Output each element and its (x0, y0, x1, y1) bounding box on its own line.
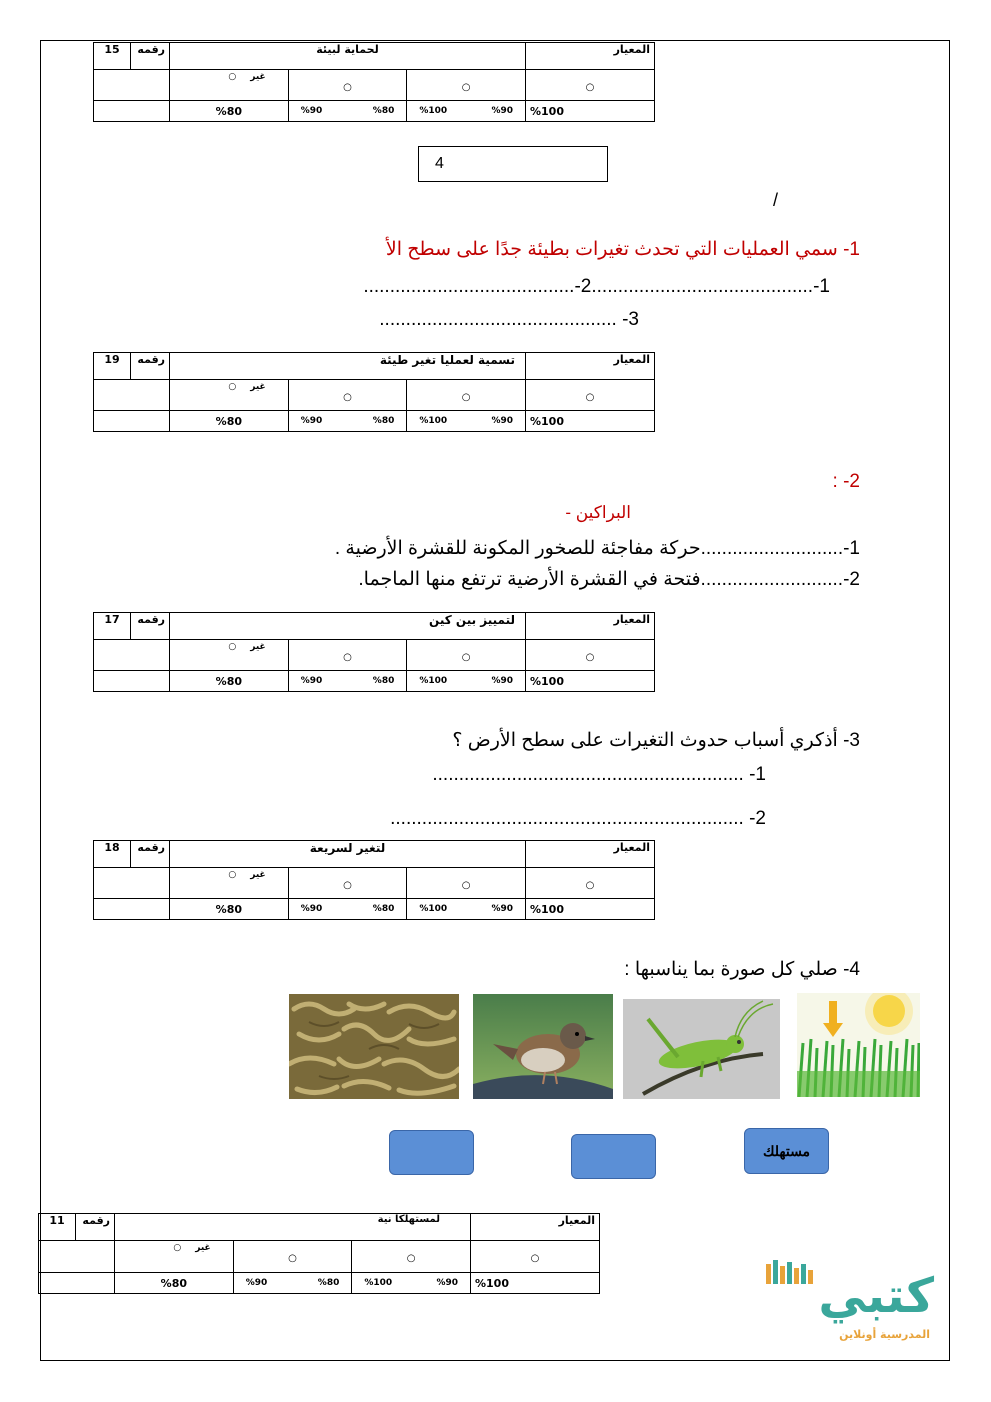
raqm-label: رقمه (76, 1214, 115, 1241)
q1-line1[interactable]: 1-..........................................2-........................................ (363, 276, 830, 297)
pct-80-big: %80 (115, 1273, 234, 1294)
raqm-label: رقمه (131, 43, 170, 70)
option-circle[interactable]: ○ (585, 82, 595, 93)
raqm-label: رقمه (131, 353, 170, 380)
consumer-label-box[interactable] (744, 1128, 829, 1174)
q2-title: 2- : (832, 471, 860, 492)
option-circle[interactable]: ○ (461, 82, 471, 93)
rubric-table-5 (38, 1213, 600, 1294)
option-circle[interactable]: ○ (585, 392, 595, 403)
option-circle[interactable]: ○ (461, 392, 471, 403)
q2-line1[interactable]: 1-...........................حركة مفاجئة للصخور المكونة للقشرة الأرضية . (334, 538, 860, 559)
criterion-text: لتمييز بين كين (170, 613, 526, 640)
pct-100-small: %100 (419, 416, 448, 426)
q3-line1[interactable]: 1- ........................................................... (432, 764, 766, 785)
criterion-text: لحماية لبيئة (170, 43, 526, 70)
option-circle[interactable]: ○ (288, 1253, 297, 1264)
criterion-label: المعيار (526, 353, 655, 380)
q2-line2[interactable]: 2-...........................فتحة في القشرة الأرضية ترتفع منها الماجما. (358, 569, 860, 590)
pct-80: %80 (372, 416, 395, 426)
raqm-label: رقمه (131, 613, 170, 640)
pct-100: %100 (526, 411, 655, 432)
pct-90: %90 (436, 1278, 458, 1288)
logo-sub-text: المدرسية أونلاين (839, 1328, 930, 1341)
criterion-label: المعيار (526, 613, 655, 640)
pct-90: %90 (300, 676, 323, 686)
criterion-label: المعيار (471, 1214, 600, 1241)
q2-sub: البراكين - (565, 503, 631, 522)
ghair-label: غير (250, 72, 266, 82)
table-number: 19 (94, 353, 131, 380)
option-circle[interactable]: ○ (530, 1253, 540, 1264)
criterion-label: المعيار (526, 841, 655, 868)
grass-sun-image[interactable] (797, 993, 920, 1097)
ghair-label: غير (250, 870, 266, 880)
option-circle[interactable]: ○ (585, 652, 595, 663)
pct-80-big: %80 (170, 411, 289, 432)
ghair-label: غير (195, 1243, 211, 1253)
books-icon (764, 1258, 824, 1286)
answer-box-1[interactable] (389, 1130, 474, 1175)
pct-90: %90 (300, 904, 323, 914)
pct-80: %80 (317, 1278, 340, 1288)
pct-90: %90 (491, 904, 513, 914)
consumer-label: مستهلك (762, 1142, 811, 1159)
pct-90: %90 (245, 1278, 268, 1288)
q1-line2[interactable]: 3- ............................................. (379, 309, 639, 330)
criterion-text: لتغير لسريعة (170, 841, 526, 868)
pct-90: %90 (491, 676, 513, 686)
option-circle[interactable]: ○ (585, 880, 595, 891)
pct-80: %80 (372, 106, 395, 116)
pct-100: %100 (471, 1273, 600, 1294)
criterion-text: تسمية لعمليا تغير طيئة (170, 353, 526, 380)
pct-80: %80 (372, 676, 395, 686)
score-value: 4 (435, 155, 444, 172)
pct-90: %90 (491, 106, 513, 116)
score-box (418, 146, 608, 182)
answer-box-2[interactable] (571, 1134, 656, 1179)
rubric-table-1 (93, 42, 655, 122)
option-circle[interactable]: ○ (343, 392, 352, 403)
option-circle[interactable]: ○ (343, 880, 352, 891)
kotobi-logo (760, 1258, 938, 1350)
pct-100-small: %100 (419, 676, 448, 686)
option-circle[interactable]: ○ (343, 82, 352, 93)
table-number: 18 (94, 841, 131, 868)
slash-mark: / (773, 190, 779, 210)
pct-100: %100 (526, 899, 655, 920)
option-circle[interactable]: ○ (343, 652, 352, 663)
option-circle[interactable]: ○ (173, 1243, 182, 1253)
q3-line2[interactable]: 2- ................................................................... (390, 808, 766, 829)
pct-80: %80 (372, 904, 395, 914)
pct-80-big: %80 (170, 899, 289, 920)
table-number: 11 (39, 1214, 76, 1241)
option-circle[interactable]: ○ (228, 870, 237, 880)
raqm-label: رقمه (131, 841, 170, 868)
q1-title: 1- سمي العمليات التي تحدث تغيرات بطيئة جدًا على سطح الأ (385, 239, 860, 260)
ghair-label: غير (250, 382, 266, 392)
pct-100-small: %100 (419, 106, 448, 116)
sparrow-image[interactable] (473, 994, 613, 1099)
pct-80-big: %80 (170, 101, 289, 122)
rubric-table-4 (93, 840, 655, 920)
pct-100: %100 (526, 671, 655, 692)
option-circle[interactable]: ○ (228, 72, 237, 82)
pct-80-big: %80 (170, 671, 289, 692)
option-circle[interactable]: ○ (228, 642, 237, 652)
pct-90: %90 (300, 106, 323, 116)
q4-title: 4- صلي كل صورة بما يناسبها : (624, 959, 860, 980)
criterion-text: لمستهلكا نية (115, 1214, 471, 1241)
ghair-label: غير (250, 642, 266, 652)
pct-90: %90 (491, 416, 513, 426)
criterion-label: المعيار (526, 43, 655, 70)
option-circle[interactable]: ○ (461, 652, 471, 663)
worms-image[interactable] (289, 994, 459, 1099)
option-circle[interactable]: ○ (406, 1253, 416, 1264)
pct-90: %90 (300, 416, 323, 426)
option-circle[interactable]: ○ (228, 382, 237, 392)
logo-main-text: كتبي (818, 1268, 934, 1324)
grasshopper-image[interactable] (623, 999, 780, 1099)
pct-100-small: %100 (364, 1278, 393, 1288)
table-number: 17 (94, 613, 131, 640)
table-number: 15 (94, 43, 131, 70)
pct-100-small: %100 (419, 904, 448, 914)
option-circle[interactable]: ○ (461, 880, 471, 891)
pct-100: %100 (526, 101, 655, 122)
q3-title: 3- أذكري أسباب حدوث التغيرات على سطح الأرض ؟ (452, 730, 860, 751)
rubric-table-3 (93, 612, 655, 692)
rubric-table-2 (93, 352, 655, 432)
